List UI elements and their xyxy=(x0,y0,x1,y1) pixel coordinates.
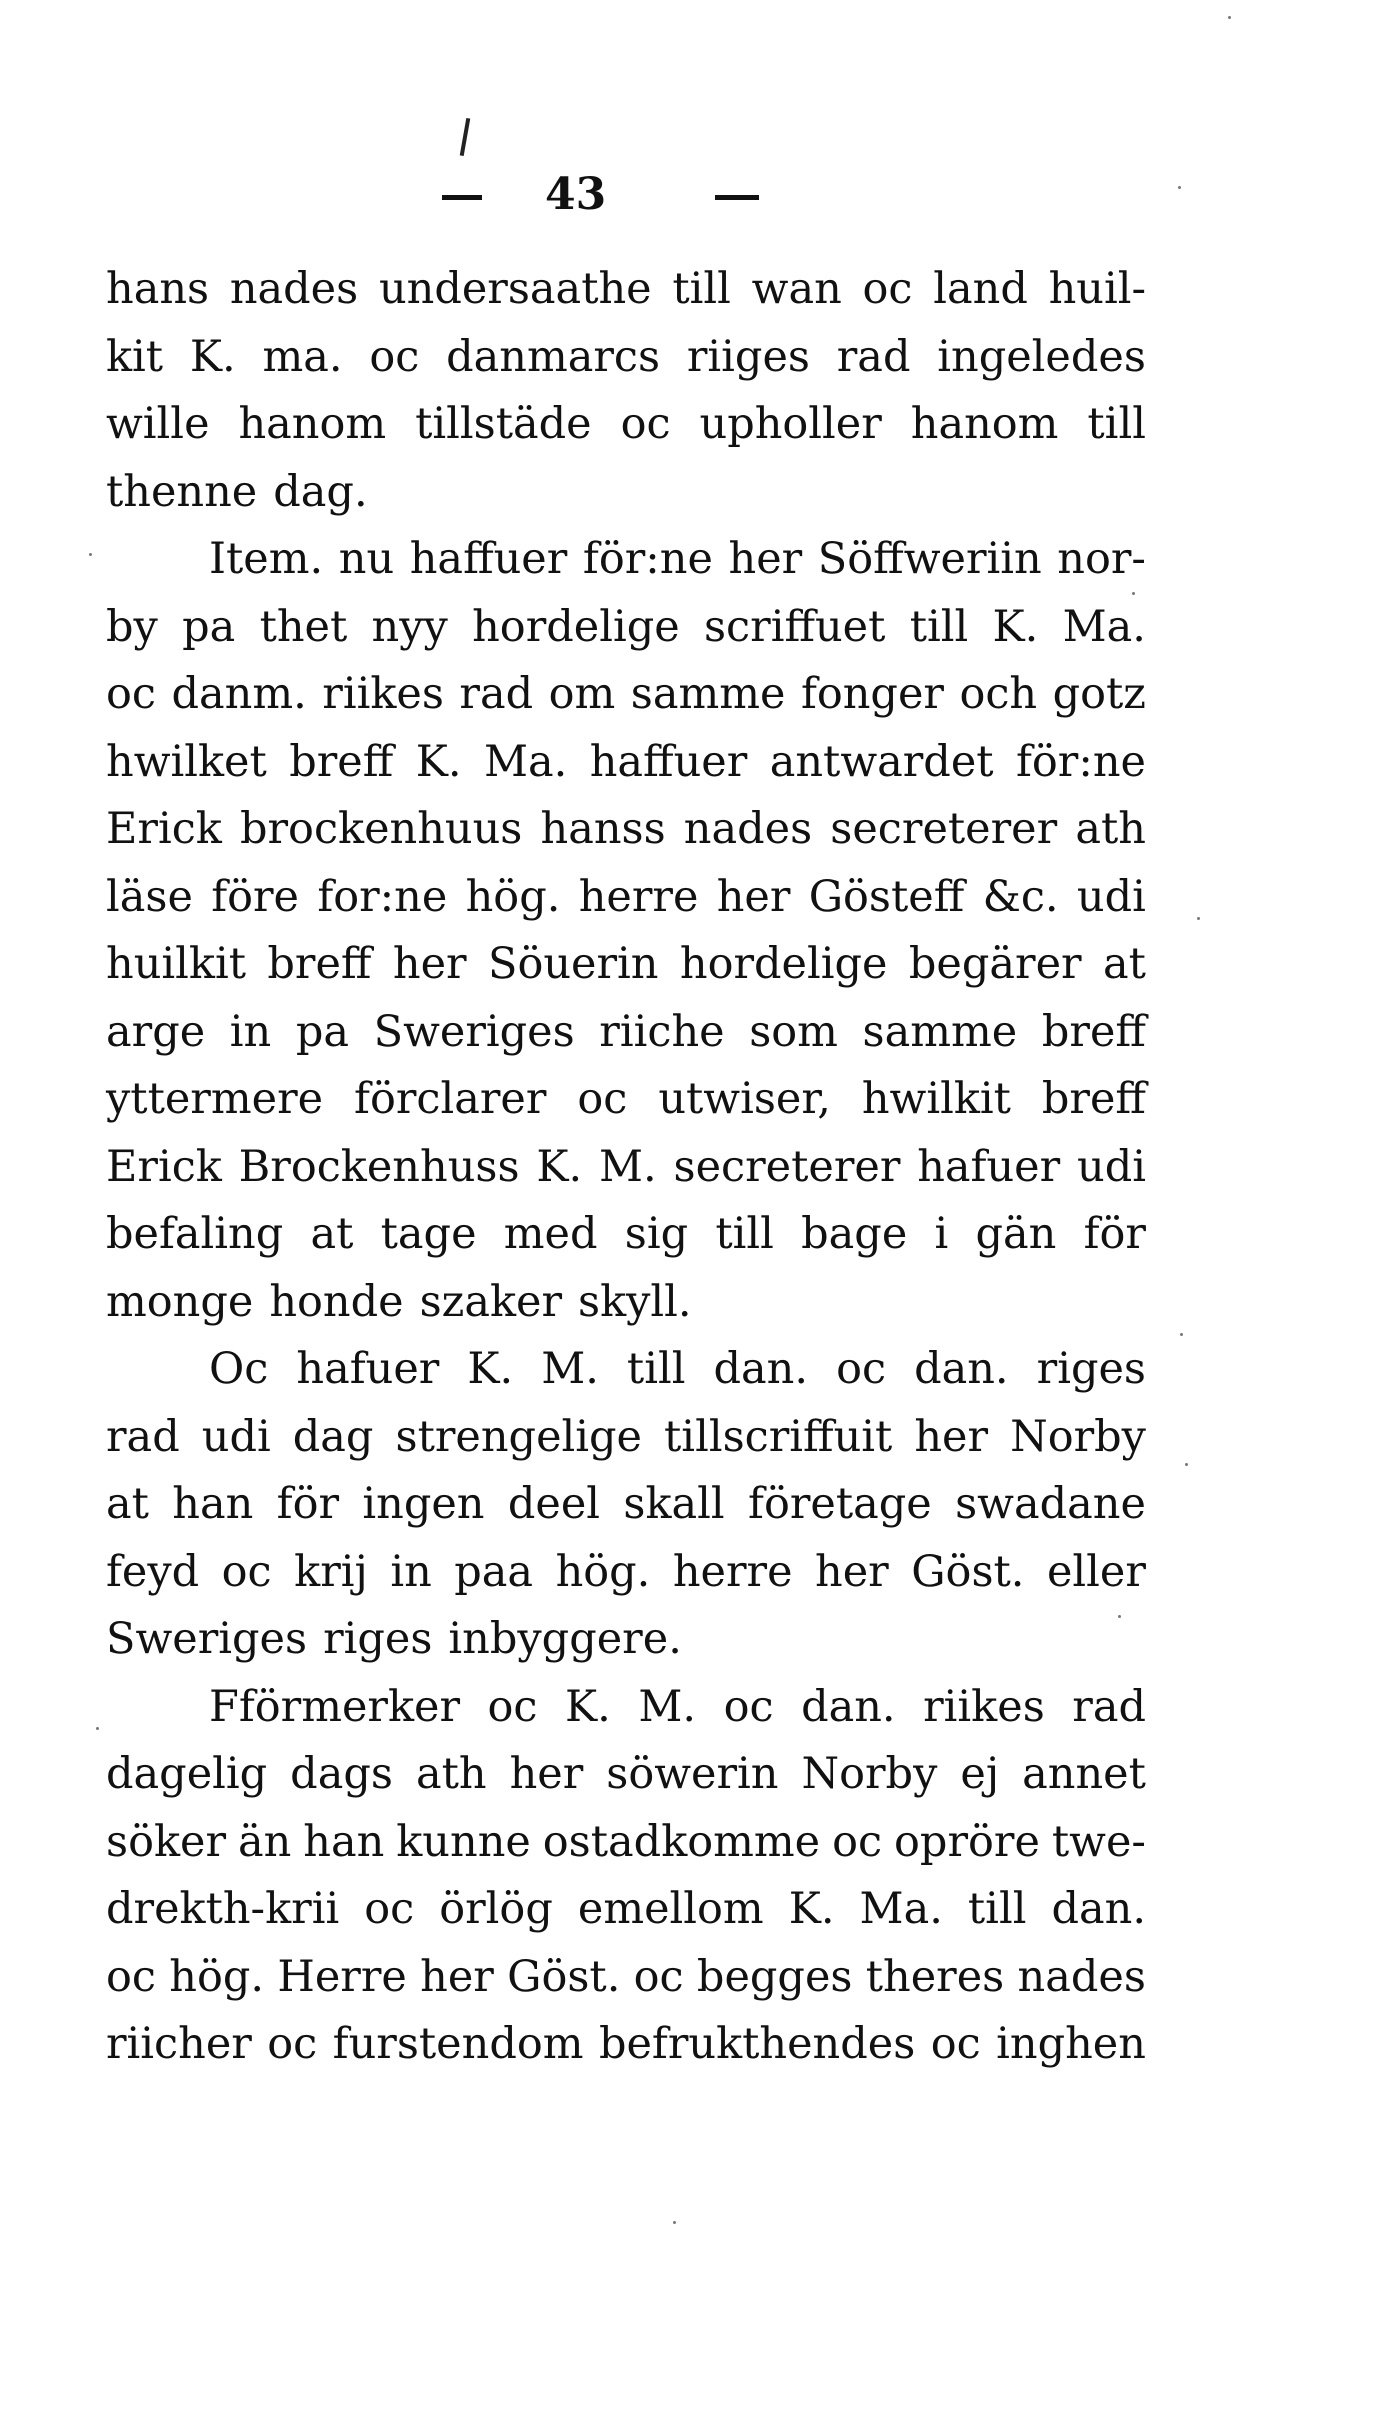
word: om xyxy=(548,669,616,719)
word: wan xyxy=(751,264,842,314)
text-line xyxy=(106,526,1146,594)
word: secreterer xyxy=(673,1141,901,1192)
word: Ma. xyxy=(859,1884,943,1934)
word: som xyxy=(749,1006,838,1057)
word: hanom xyxy=(238,399,387,449)
word: antwardet xyxy=(769,736,994,787)
word: för xyxy=(276,1479,340,1529)
word: drekth-krii xyxy=(106,1884,340,1934)
word: före xyxy=(211,871,300,922)
text-line xyxy=(106,1134,1146,1202)
paper-speck xyxy=(1228,16,1231,19)
word: her xyxy=(509,1749,584,1799)
word: och xyxy=(959,669,1038,719)
text-line xyxy=(106,1674,1146,1742)
word: riikes xyxy=(923,1681,1045,1732)
word: oc xyxy=(369,331,420,382)
word: udi xyxy=(1077,1141,1146,1192)
word: ma. xyxy=(262,331,343,382)
word: rad xyxy=(106,1411,180,1462)
paper-speck xyxy=(1132,592,1135,595)
word: K. xyxy=(536,1141,583,1192)
paper-speck xyxy=(1185,1463,1188,1466)
word: tillstäde xyxy=(415,399,592,449)
word: pa xyxy=(295,1006,350,1057)
word: eller xyxy=(1046,1546,1146,1597)
word: huil- xyxy=(1048,264,1146,314)
word: utwiser, xyxy=(658,1074,831,1124)
word: breff xyxy=(289,736,394,787)
word: hanss xyxy=(540,804,666,854)
word: Item. xyxy=(209,534,324,584)
word: han xyxy=(172,1479,254,1529)
word: theres xyxy=(865,1951,1005,2002)
word: gotz xyxy=(1052,669,1146,719)
word: för:ne xyxy=(1016,736,1146,787)
word: swadane xyxy=(955,1479,1146,1529)
word: oc xyxy=(836,1344,887,1394)
text-line xyxy=(106,1606,1146,1674)
word: monge xyxy=(106,1276,254,1327)
word: hafuer xyxy=(296,1344,440,1394)
ink-mark xyxy=(460,118,471,156)
text-line xyxy=(106,796,1146,864)
word: ath xyxy=(415,1749,487,1799)
word: dan. xyxy=(914,1344,1009,1394)
word: Herre xyxy=(277,1951,407,2002)
word: till xyxy=(715,1209,774,1259)
word: hög. xyxy=(555,1546,651,1597)
word: scriffuet xyxy=(703,601,886,652)
word: twe- xyxy=(1051,1816,1146,1867)
word: oc xyxy=(221,1546,272,1597)
word: riges xyxy=(1036,1344,1146,1394)
word: med xyxy=(503,1209,598,1259)
word: till xyxy=(672,264,731,314)
word: skall xyxy=(623,1479,725,1529)
word: her xyxy=(392,939,467,989)
text-line xyxy=(106,661,1146,729)
word: hanom xyxy=(910,399,1059,449)
word: samme xyxy=(630,669,786,719)
word: Erick xyxy=(106,804,222,854)
word: udi xyxy=(1076,871,1146,922)
word: ingeledes xyxy=(937,331,1146,382)
word: oc xyxy=(106,1951,156,2002)
word: till xyxy=(967,1884,1027,1934)
text-line xyxy=(106,1471,1146,1539)
word: till xyxy=(1087,399,1146,449)
word: oc xyxy=(577,1074,628,1124)
word: inbyggere. xyxy=(448,1614,682,1664)
word: oc xyxy=(832,1816,883,1867)
word: Erick xyxy=(106,1141,222,1192)
word: breff xyxy=(1041,1006,1146,1057)
word: nu xyxy=(338,534,395,584)
word: for:ne xyxy=(317,871,448,922)
word: herre xyxy=(578,871,699,922)
paper-speck xyxy=(96,1727,99,1730)
word: Brockenhuss xyxy=(238,1141,520,1192)
word: hög. xyxy=(169,1951,265,2002)
word: paa xyxy=(454,1546,534,1597)
word: Sweriges xyxy=(373,1006,575,1057)
word: riges xyxy=(323,1614,433,1664)
word: dan. xyxy=(801,1681,896,1732)
word: hwilket xyxy=(106,736,267,787)
word: udi xyxy=(201,1411,271,1462)
word: bage xyxy=(801,1209,908,1259)
word: danmarcs xyxy=(446,331,661,382)
word: szaker xyxy=(419,1276,563,1327)
word: oc xyxy=(930,2019,981,2069)
word: i xyxy=(934,1209,949,1259)
text-line xyxy=(106,931,1146,999)
word: dag. xyxy=(273,466,368,517)
paper-speck xyxy=(1118,1615,1121,1618)
word: han xyxy=(303,1816,385,1867)
word: begärer xyxy=(908,939,1082,989)
word: her xyxy=(420,1951,494,2002)
word: för:ne xyxy=(582,534,713,584)
word: riicher xyxy=(106,2019,252,2069)
word: dagelig xyxy=(106,1749,268,1799)
word: oc xyxy=(723,1681,774,1732)
text-line xyxy=(106,1066,1146,1134)
word: oc xyxy=(267,2019,318,2069)
text-line xyxy=(106,729,1146,797)
word: förclarer xyxy=(354,1074,547,1124)
word: Norby xyxy=(801,1749,938,1799)
word: nyy xyxy=(371,601,448,652)
word: rad xyxy=(836,331,911,382)
word: krij xyxy=(294,1546,368,1597)
word: ingen xyxy=(362,1479,485,1529)
body-text xyxy=(106,256,1146,2079)
word: haffuer xyxy=(409,534,568,584)
word: thenne xyxy=(106,466,258,517)
word: K. xyxy=(189,331,236,382)
word: emellom xyxy=(577,1884,764,1934)
word: dags xyxy=(290,1749,393,1799)
word: M. xyxy=(638,1681,697,1732)
text-line xyxy=(106,1201,1146,1269)
word: annet xyxy=(1022,1749,1146,1799)
word: riiche xyxy=(599,1006,725,1057)
word: her xyxy=(716,871,791,922)
word: begges xyxy=(696,1951,853,2002)
word: hordelige xyxy=(679,939,888,989)
word: secreterer xyxy=(830,804,1058,854)
text-line xyxy=(106,391,1146,459)
word: K. xyxy=(992,601,1039,652)
page-header xyxy=(0,165,1400,225)
header-dash-right xyxy=(715,195,759,200)
word: rad xyxy=(459,669,534,719)
word: ath xyxy=(1075,804,1146,854)
text-line xyxy=(106,1269,1146,1337)
text-line xyxy=(106,256,1146,324)
word: breff xyxy=(267,939,372,989)
word: nades xyxy=(683,804,813,854)
page-number: 43 xyxy=(545,169,607,220)
text-line xyxy=(106,1809,1146,1877)
word: yttermere xyxy=(106,1074,324,1124)
word: sig xyxy=(624,1209,689,1259)
paper-speck xyxy=(673,2221,676,2224)
word: Sweriges xyxy=(106,1614,308,1664)
word: herre xyxy=(672,1546,793,1597)
word: deel xyxy=(507,1479,601,1529)
word: ej xyxy=(960,1749,1000,1799)
word: at xyxy=(310,1209,354,1259)
word: till xyxy=(626,1344,686,1394)
word: wille xyxy=(106,399,210,449)
word: inghen xyxy=(996,2019,1146,2069)
word: för xyxy=(1083,1209,1146,1259)
text-line xyxy=(106,2011,1146,2079)
word: breff xyxy=(1041,1074,1146,1124)
word: by xyxy=(106,601,158,652)
word: rad xyxy=(1072,1681,1146,1732)
word: her xyxy=(728,534,803,584)
word: brockenhuus xyxy=(239,804,523,854)
word: Ma. xyxy=(1062,601,1146,652)
word: upholler xyxy=(699,399,882,449)
word: kit xyxy=(106,331,164,382)
text-line xyxy=(106,1876,1146,1944)
word: Fförmerker xyxy=(209,1681,461,1732)
text-line xyxy=(106,999,1146,1067)
word: K. xyxy=(565,1681,611,1732)
word: at xyxy=(106,1479,149,1529)
word: feyd xyxy=(106,1546,200,1597)
text-line xyxy=(106,1539,1146,1607)
word: söwerin xyxy=(606,1749,779,1799)
word: hordelige xyxy=(472,601,680,652)
word: hafuer xyxy=(917,1141,1061,1192)
word: K. xyxy=(467,1344,514,1394)
word: till xyxy=(909,601,969,652)
word: befaling xyxy=(106,1209,284,1259)
word: her xyxy=(914,1411,989,1462)
word: M. xyxy=(598,1141,657,1192)
word: furstendom xyxy=(332,2019,584,2069)
word: Söffweriin xyxy=(817,534,1042,584)
text-line xyxy=(106,1336,1146,1404)
word: M. xyxy=(541,1344,599,1394)
word: ostadkomme xyxy=(542,1816,821,1867)
word: land xyxy=(933,264,1028,314)
text-line xyxy=(106,1944,1146,2012)
word: tage xyxy=(380,1209,477,1259)
word: &c. xyxy=(982,871,1059,922)
word: arge xyxy=(106,1006,206,1057)
text-line xyxy=(106,459,1146,527)
word: haffuer xyxy=(589,736,748,787)
word: Norby xyxy=(1010,1411,1146,1462)
word: Ma. xyxy=(483,736,568,787)
word: hans xyxy=(106,264,210,314)
text-line xyxy=(106,1404,1146,1472)
word: nades xyxy=(229,264,359,314)
word: läse xyxy=(106,871,193,922)
word: thet xyxy=(259,601,348,652)
text-line xyxy=(106,864,1146,932)
word: in xyxy=(229,1006,272,1057)
word: danm. xyxy=(171,669,307,719)
word: oc xyxy=(106,669,156,719)
paper-speck xyxy=(1178,186,1181,189)
word: fonger xyxy=(800,669,944,719)
word: samme xyxy=(862,1006,1018,1057)
word: dan. xyxy=(713,1344,809,1394)
paper-speck xyxy=(89,553,92,556)
word: dan. xyxy=(1051,1884,1146,1934)
word: opröre xyxy=(894,1816,1040,1867)
word: in xyxy=(390,1546,432,1597)
text-line xyxy=(106,594,1146,662)
word: befrukthendes xyxy=(598,2019,916,2069)
word: her xyxy=(815,1546,889,1597)
word: oc xyxy=(633,1951,684,2002)
word: oc xyxy=(862,264,913,314)
word: nades xyxy=(1017,1951,1146,2002)
word: oc xyxy=(364,1884,415,1934)
word: hög. xyxy=(465,871,561,922)
word: oc xyxy=(487,1681,538,1732)
word: dag xyxy=(292,1411,374,1462)
word: riiges xyxy=(686,331,810,382)
word: oc xyxy=(620,399,671,449)
word: hwilkit xyxy=(861,1074,1011,1124)
word: undersaathe xyxy=(378,264,652,314)
word: nor- xyxy=(1057,534,1146,584)
word: riikes xyxy=(322,669,444,719)
word: Göst. xyxy=(507,1951,621,2002)
paper-speck xyxy=(1180,1333,1183,1336)
word: K. xyxy=(788,1884,835,1934)
text-line xyxy=(106,1741,1146,1809)
word: skyll. xyxy=(578,1276,692,1327)
word: örlög xyxy=(439,1884,553,1934)
word: Gösteff xyxy=(808,871,965,922)
word: Göst. xyxy=(911,1546,1025,1597)
header-dash-left xyxy=(442,195,482,200)
word: Oc xyxy=(209,1344,269,1394)
word: honde xyxy=(269,1276,404,1327)
word: Söuerin xyxy=(487,939,659,989)
word: K. xyxy=(415,736,462,787)
word: företage xyxy=(748,1479,932,1529)
word: söker xyxy=(106,1816,227,1867)
word: gän xyxy=(975,1209,1057,1259)
word: än xyxy=(237,1816,292,1867)
word: tillscriffuit xyxy=(664,1411,893,1462)
word: kunne xyxy=(396,1816,531,1867)
word: huilkit xyxy=(106,939,246,989)
word: at xyxy=(1103,939,1146,989)
word: strengelige xyxy=(395,1411,642,1462)
text-line xyxy=(106,324,1146,392)
paper-speck xyxy=(1197,917,1200,920)
word: pa xyxy=(182,601,236,652)
